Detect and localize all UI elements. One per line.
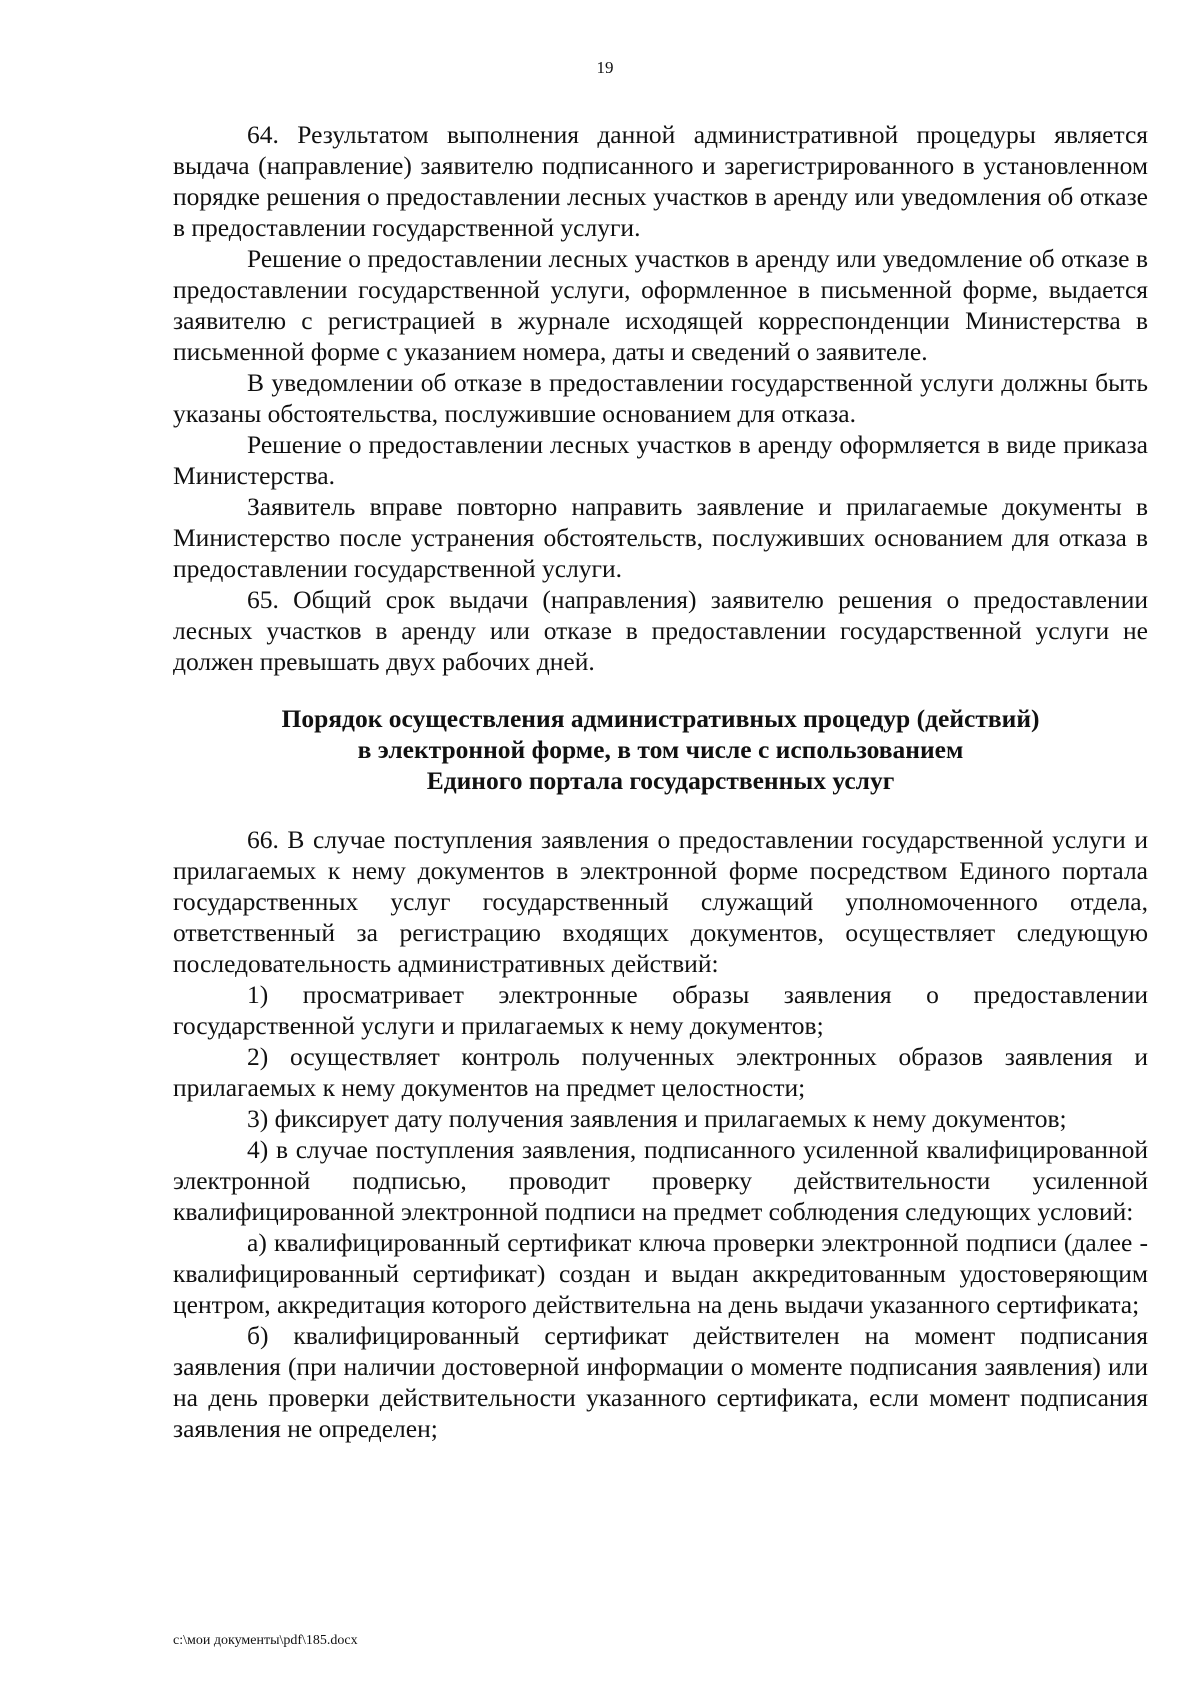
section-heading-line: Единого портала государственных услуг xyxy=(426,766,895,795)
document-body xyxy=(173,119,1148,1444)
list-item-2: 2) осуществляет контроль полученных электронных образов заявления и прилагаемых к нему документов на предмет целостности; xyxy=(173,1042,1148,1102)
sub-item-b: б) квалифицированный сертификат действителен на момент подписания заявления (при наличии достоверной информации о моменте подписания заявления) или на день проверки действительности указанного сертификата, если момент подписания заявления не определен; xyxy=(173,1321,1148,1443)
page-number: 19 xyxy=(596,58,614,77)
paragraph-65: 65. Общий срок выдачи (направления) заявителю решения о предоставлении лесных участков в аренду или отказе в предоставлении государственной услуги не должен превышать двух рабочих дней. xyxy=(173,585,1148,676)
paragraph-reapply: Заявитель вправе повторно направить заявление и прилагаемые документы в Министерство после устранения обстоятельств, послуживших основанием для отказа в предоставлении государственной услуги. xyxy=(173,492,1148,583)
section-heading-line: в электронной форме, в том числе с использованием xyxy=(357,735,964,764)
sub-item-a: а) квалифицированный сертификат ключа проверки электронной подписи (далее - квалифицированный сертификат) создан и выдан аккредитованным удостоверяющим центром, аккредитация которого действительна на день выдачи указанного сертификата; xyxy=(173,1228,1148,1319)
section-heading xyxy=(173,703,1148,796)
section-heading-line: Порядок осуществления административных процедур (действий) xyxy=(281,704,1040,733)
list-item-1: 1) просматривает электронные образы заявления о предоставлении государственной услуги и прилагаемых к нему документов; xyxy=(173,980,1148,1040)
paragraph-order-form: Решение о предоставлении лесных участков в аренду оформляется в виде приказа Министерства. xyxy=(173,430,1148,490)
paragraph-refusal-notice: В уведомлении об отказе в предоставлении государственной услуги должны быть указаны обстоятельства, послужившие основанием для отказа. xyxy=(173,368,1148,428)
paragraph-66: 66. В случае поступления заявления о предоставлении государственной услуги и прилагаемых к нему документов в электронной форме посредством Единого портала государственных услуг государственный служащий уполномоченного отдела, ответственный за регистрацию входящих документов, осуществляет следующую последовательность административных действий: xyxy=(173,825,1148,978)
paragraph-64: 64. Результатом выполнения данной административной процедуры является выдача (направление) заявителю подписанного и зарегистрированного в установленном порядке решения о предоставлении лесных участков в аренду или уведомления об отказе в предоставлении государственной услуги. xyxy=(173,120,1148,242)
list-item-4: 4) в случае поступления заявления, подписанного усиленной квалифицированной электронной подписью, проводит проверку действительности усиленной квалифицированной электронной подписи на предмет соблюдения следующих условий: xyxy=(173,1135,1148,1226)
list-item-3: 3) фиксирует дату получения заявления и прилагаемых к нему документов; xyxy=(247,1104,1067,1133)
file-path-footer: c:\мои документы\pdf\185.docx xyxy=(173,1633,358,1648)
paragraph-decision-issued: Решение о предоставлении лесных участков в аренду или уведомление об отказе в предоставлении государственной услуги, оформленное в письменной форме, выдается заявителю с регистрацией в журнале исходящей корреспонденции Министерства в письменной форме с указанием номера, даты и сведений о заявителе. xyxy=(173,244,1148,366)
